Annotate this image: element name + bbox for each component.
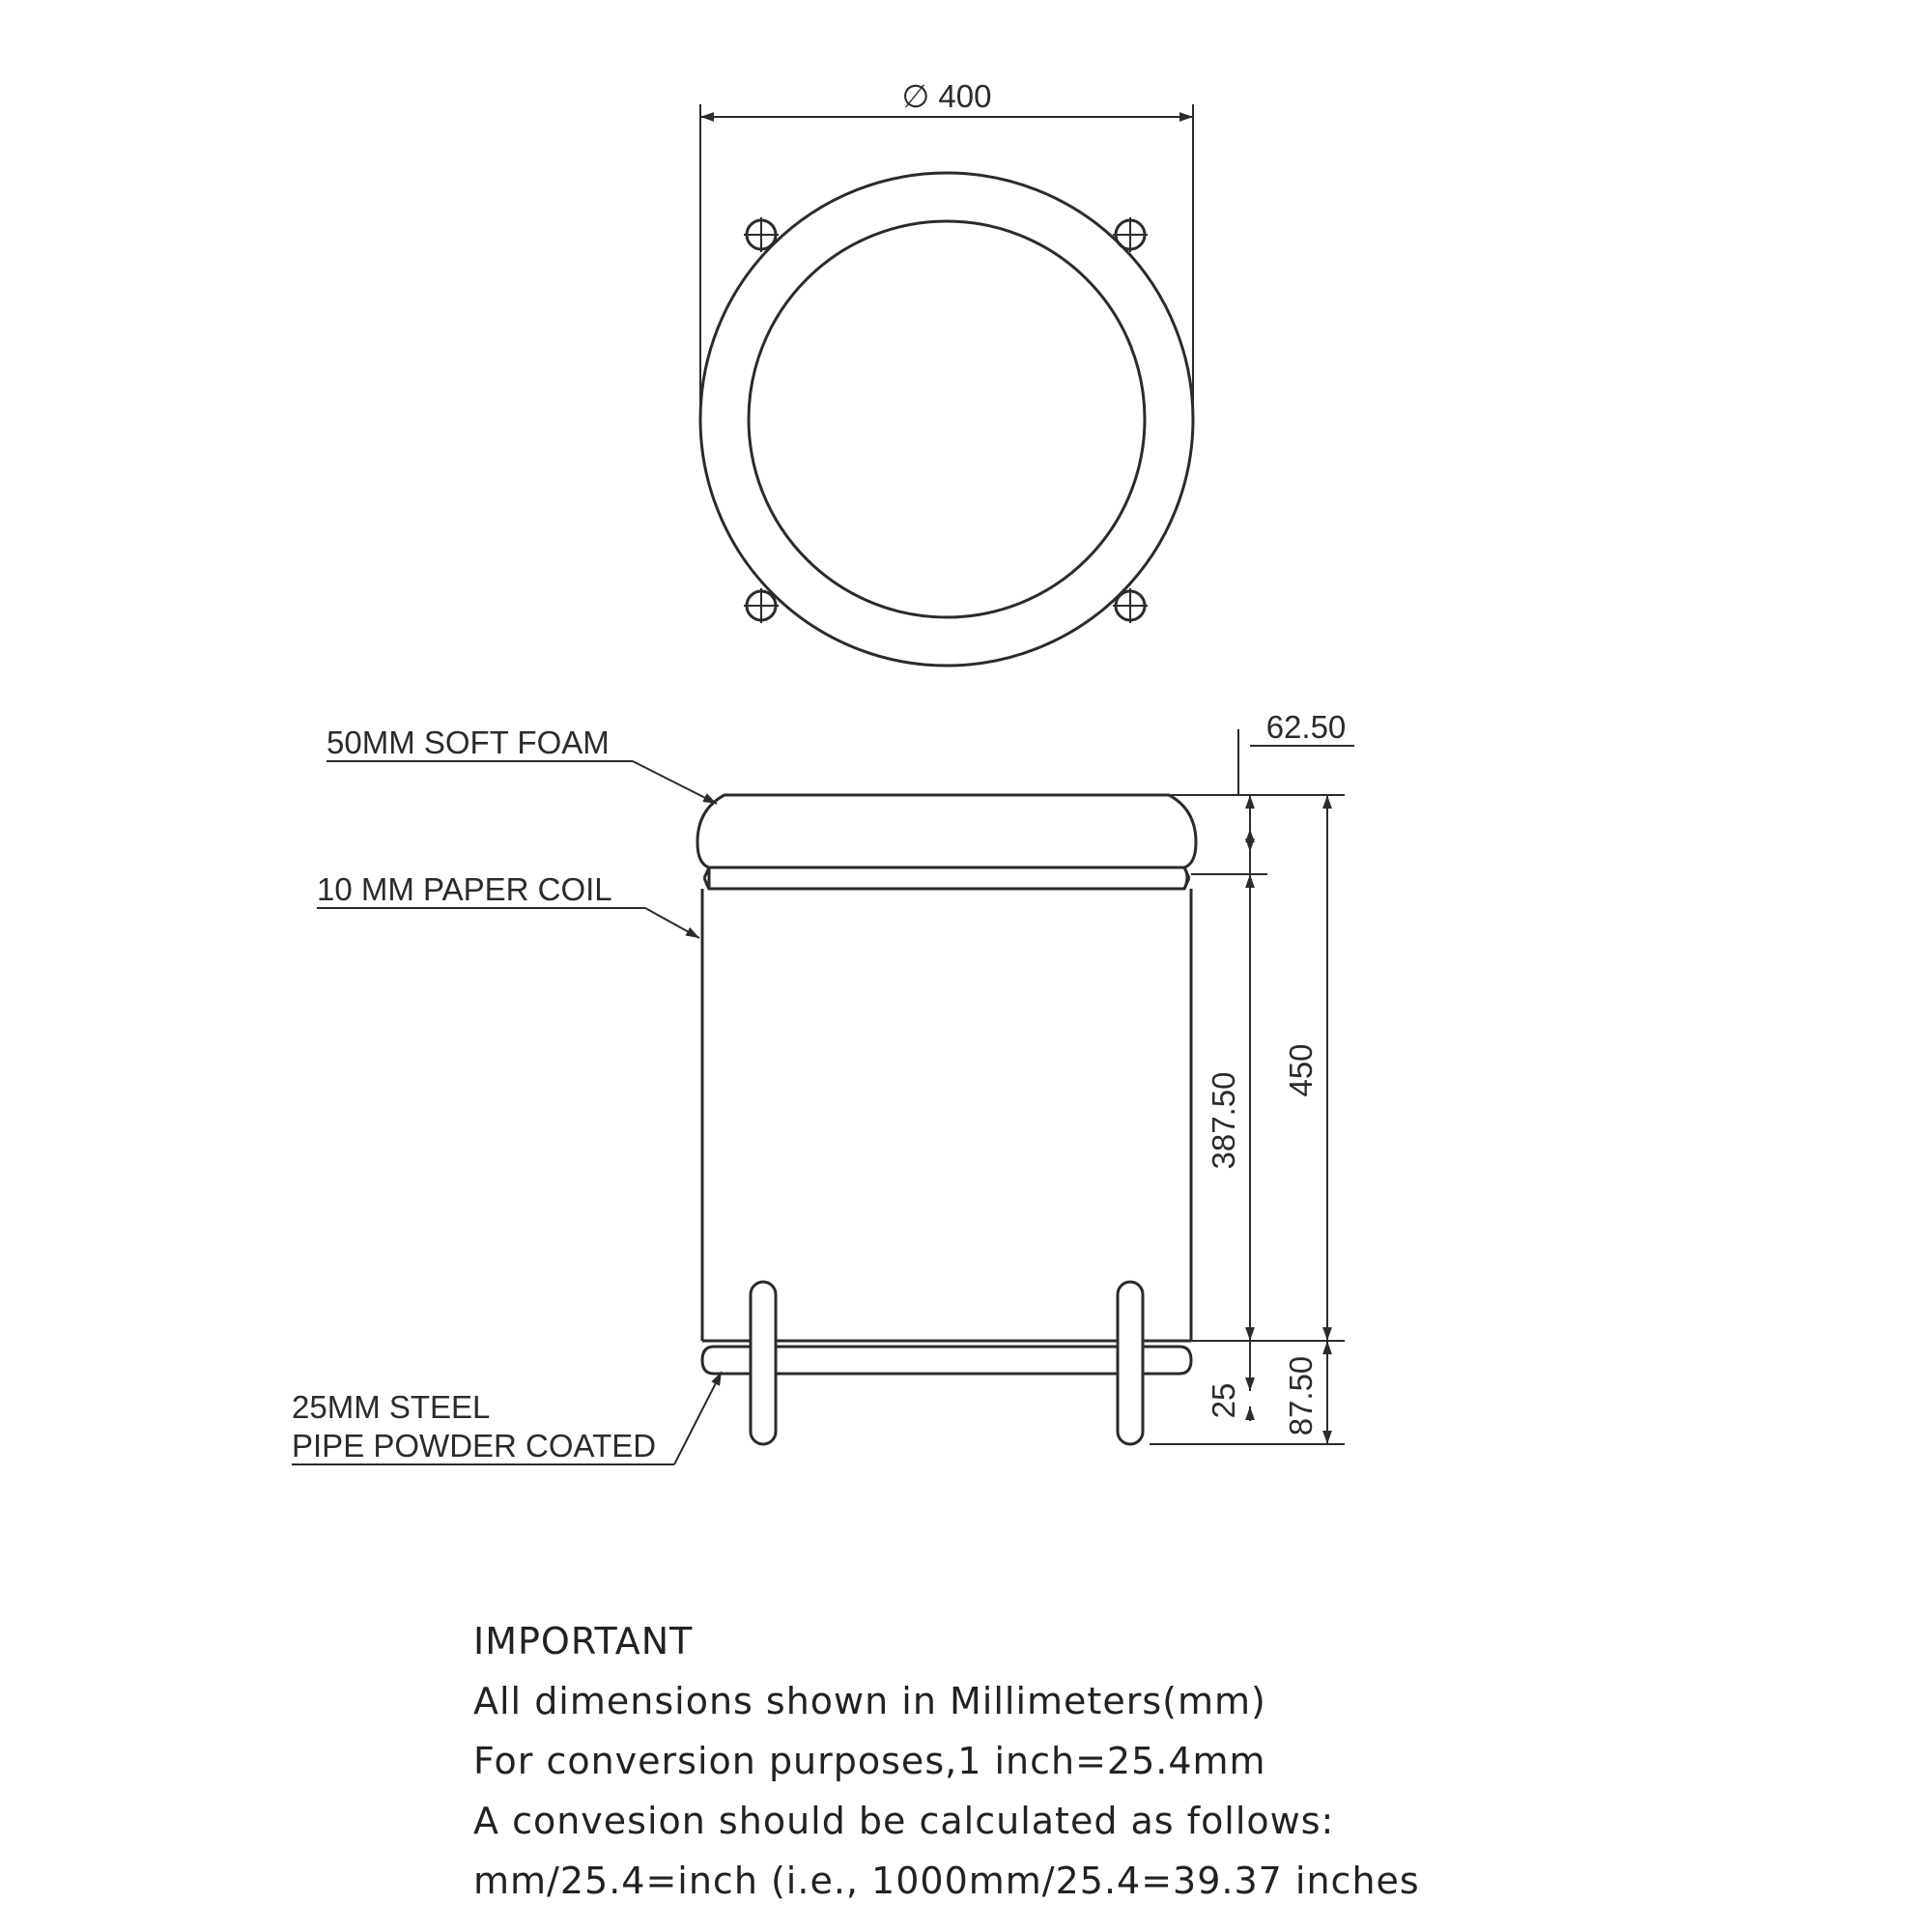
notes-title: IMPORTANT bbox=[473, 1620, 694, 1662]
dim-leg-height bbox=[1283, 1341, 1327, 1444]
notes-line-3: A convesion should be calculated as follows: bbox=[473, 1800, 1335, 1842]
notes-line-2: For conversion purposes,1 inch=25.4mm bbox=[473, 1740, 1266, 1782]
callout-foam-label: 50MM SOFT FOAM bbox=[327, 724, 610, 760]
dim-total-height bbox=[1283, 795, 1327, 1341]
diameter-dimension bbox=[700, 78, 1193, 419]
leg-marker-top-right bbox=[1113, 217, 1148, 252]
notes-block bbox=[473, 1611, 1420, 1911]
leg-marker-top-left bbox=[744, 217, 779, 252]
seat-cushion bbox=[697, 795, 1196, 867]
dim-foam-offset-label: 62.50 bbox=[1265, 709, 1347, 745]
notes-line-1: All dimensions shown in Millimeters(mm) bbox=[473, 1680, 1266, 1722]
cushion-band bbox=[706, 867, 1187, 889]
dim-body-height-label: 387.50 bbox=[1206, 1071, 1241, 1170]
callout-paper-coil-label: 10 MM PAPER COIL bbox=[317, 871, 612, 907]
side-view bbox=[292, 709, 1354, 1464]
leg-marker-bottom-right bbox=[1113, 588, 1148, 623]
callout-paper-coil bbox=[317, 871, 699, 938]
top-outer-circle bbox=[700, 173, 1193, 666]
stool-body bbox=[702, 889, 1191, 1341]
top-inner-circle bbox=[749, 221, 1145, 617]
top-view bbox=[700, 78, 1193, 666]
dim-body-height bbox=[1206, 874, 1250, 1341]
dim-foam-offset bbox=[1250, 709, 1354, 874]
callout-foam bbox=[327, 724, 717, 804]
leg-left bbox=[751, 1282, 776, 1444]
dim-total-height-label: 450 bbox=[1283, 1043, 1319, 1097]
dim-pipe-label: 25 bbox=[1206, 1382, 1241, 1419]
callout-steel-label-1: 25MM STEEL bbox=[292, 1389, 491, 1425]
callout-steel-label-2: PIPE POWDER COATED bbox=[292, 1428, 657, 1463]
dim-pipe bbox=[1206, 1341, 1250, 1421]
diameter-label: ∅ 400 bbox=[901, 78, 992, 114]
leg-right bbox=[1118, 1282, 1143, 1444]
dim-leg-height-label: 87.50 bbox=[1283, 1355, 1319, 1436]
notes-line-4: mm/25.4=inch (i.e., 1000mm/25.4=39.37 inches bbox=[473, 1860, 1420, 1902]
callout-steel-pipe bbox=[292, 1372, 722, 1464]
